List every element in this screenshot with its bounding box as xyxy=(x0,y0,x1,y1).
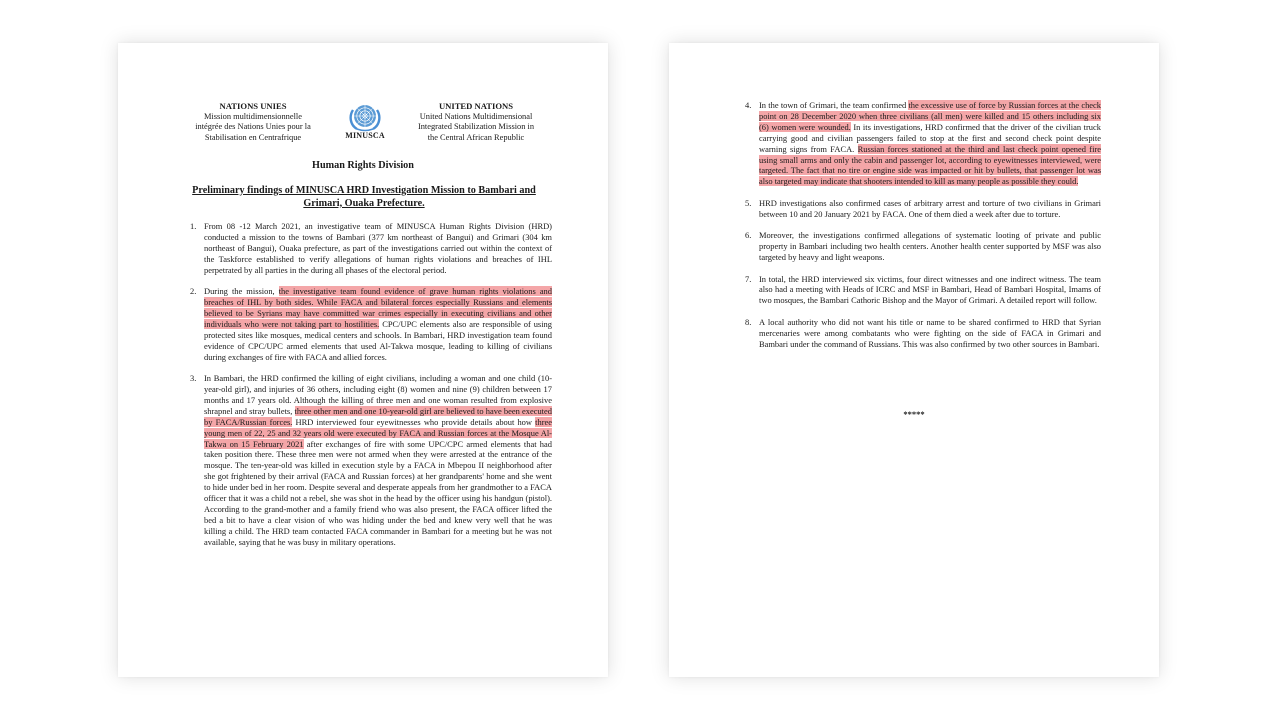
paragraph-text: In Bambari, the HRD confirmed the killing of eight civilians, including a woman and one child (10-year-old girl), and injuries of 36 others, including eight (8) women and nine (9) children between 17 months and 17 years old. Although the killing of three men and one woman resulted from explosive shrapnel and stray bullets, xyxy=(204,373,552,416)
letterhead xyxy=(118,101,608,145)
paragraph-list-page-1 xyxy=(184,221,552,558)
numbered-paragraph xyxy=(739,317,1101,350)
paragraph-text: In the town of Grimari, the team confirmed xyxy=(759,100,909,110)
paragraph-text: CPC/UPC elements also are responsible of using protected sites like mosques, medical centers and schools. In Bambari, HRD investigation team found evidence of CPC/UPC armed elements that used Al-Takwa mosque, leading to killing of civilians during exchanges of fire with FACA and allied forces. xyxy=(204,318,552,362)
numbered-paragraph xyxy=(184,286,552,362)
numbered-paragraph xyxy=(739,100,1101,187)
letterhead-english-line: Integrated Stabilization Mission in xyxy=(417,122,535,132)
letterhead-french-line: Mission multidimensionnelle xyxy=(204,111,302,121)
paragraph-text: In its investigations, HRD confirmed that the driver of the civilian truck carrying good and civilian passengers failed to stop at the first and second check point despite warning signs from FACA. xyxy=(759,121,1101,154)
highlighted-text: the excessive use of force by Russian forces at the check point on 28 December 2020 when three civilians (all men) were killed and 15 others including six (6) women were wounded. xyxy=(759,100,1102,132)
paragraph-list-page-2 xyxy=(739,100,1101,360)
highlighted-text: the investigative team found evidence of grave human rights violations and breaches of IHL by both sides. While FACA and bilateral forces especially Russians and elements believed to be Syrians may have committed war crimes especially in executing civilians and other individuals who were not taking part to hostilities. xyxy=(204,286,552,329)
letterhead-french-line: Stabilisation en Centrafrique xyxy=(204,132,302,142)
letterhead-english-line: the Central African Republic xyxy=(427,132,525,142)
document-page-2 xyxy=(669,43,1159,677)
letterhead-english xyxy=(401,101,551,143)
paragraph-text: HRD investigations also confirmed cases of arbitrary arrest and torture of two civilians in Grimari between 10 and 20 January 2021 by FACA. One of them died a week after due to torture. xyxy=(759,197,1101,219)
paragraph-number: 7. xyxy=(745,273,752,284)
letterhead-french-line: intégrée des Nations Unies pour la xyxy=(195,122,311,132)
letterhead-french-title: NATIONS UNIES xyxy=(219,101,287,111)
highlighted-text: three young men of 22, 25 and 32 years old were executed by FACA and Russian forces at the Mosque Al-Takwa on 15 February 2021 xyxy=(204,416,552,449)
highlighted-text: three other men and one 10-year-old girl are believed to have been executed by FACA/Russian forces. xyxy=(204,405,552,427)
numbered-paragraph xyxy=(739,274,1101,307)
un-emblem-icon xyxy=(348,101,382,132)
paragraph-number: 8. xyxy=(745,316,752,327)
paragraph-text: HRD interviewed four eyewitnesses who provide details about how xyxy=(292,416,536,427)
paragraph-number: 1. xyxy=(190,221,197,231)
letterhead-english-line: United Nations Multidimensional xyxy=(419,111,533,121)
letterhead-english-title: UNITED NATIONS xyxy=(438,101,514,111)
document-title: Preliminary findings of MINUSCA HRD Investigation Mission to Bambari and Grimari, Ouaka Prefecture. xyxy=(192,185,536,209)
highlighted-text: Russian forces stationed at the third and last check point opened fire using small arms and only the cabin and passenger lot, according to eyewitnesses interviewed, were targeted. The fact that no tire or engine side was impacted or hit by bullets, that passenger lot was also targeted may indicate that shooters intended to kill as many people as possible they could. xyxy=(759,143,1102,187)
paragraph-number: 4. xyxy=(745,100,752,110)
numbered-paragraph xyxy=(739,198,1101,220)
letterhead-french xyxy=(178,101,328,143)
paragraph-text: Moreover, the investigations confirmed allegations of systematic looting of private and public property in Bambari including two health centers. Another health center supported by MSF was also targeted by heavy and light weapons. xyxy=(759,230,1101,263)
paragraph-text: after exchanges of fire with some UPC/CPC armed elements that had taken position there. These three men were not armed when they were arrested at the entrance of the mosque. The ten-year-old was killed in execution style by a FACA in Mbepou II neighborhood after she got frightened by their arrival (FACA and Russian forces) at her grandparents' home and she went to hide under bed in her room. Despite several and desperate appeals from her grandmother to a FACA officer that it was a child not a rebel, she was shot in the head by the officer using his handgun (pistol). According to the grand-mother and a family friend who was also present, the FACA officer lifted the bed a bit to have a clear vision of who was hiding under the bed and knew very well that he was killing a child. The HRD team contacted FACA commander in Bambari for a meeting but he was not available, saying that he was busy in military operations. xyxy=(204,438,552,547)
numbered-paragraph xyxy=(739,230,1101,263)
end-mark: ***** xyxy=(903,409,925,419)
numbered-paragraph xyxy=(184,373,552,548)
paragraph-number: 6. xyxy=(745,230,752,241)
paragraph-text: From 08 -12 March 2021, an investigative team of MINUSCA Human Rights Division (HRD) conducted a mission to the towns of Bambari (377 km northeast of Bangui) and Grimari (304 km northeast of Bangui), Ouaka prefecture, as part of the investigations carried out within the context of the Taskforce established to verify allegations of human rights violations and breaches of IHL perpetrated by all parties in the during all phases of the electoral period. xyxy=(204,221,552,275)
paragraph-number: 2. xyxy=(190,286,197,297)
paragraph-text: A local authority who did not want his title or name to be shared confirmed to HRD that Syrian mercenaries were among combatants who were fighting on the side of FACA in Grimari and Bambari under the command of Russians. This was also confirmed by two other sources in Bambari. xyxy=(759,316,1101,349)
logo-label: MINUSCA xyxy=(345,131,385,140)
division-heading: Human Rights Division xyxy=(312,160,414,171)
numbered-paragraph xyxy=(184,221,552,276)
paragraph-number: 5. xyxy=(745,197,752,208)
paragraph-text: During the mission, xyxy=(204,286,279,297)
un-emblem-logo xyxy=(340,101,390,145)
paragraph-text: In total, the HRD interviewed six victims, four direct witnesses and one indirect witness. The team also had a meeting with Heads of ICRC and MSF in Bambari, Head of Bambari Hospital, Imams of two mosques, the Bambari Cathoric Bishop and the Mayor of Grimari. A detailed report will follow. xyxy=(759,273,1101,306)
document-page-1 xyxy=(118,43,608,677)
paragraph-number: 3. xyxy=(190,373,197,384)
